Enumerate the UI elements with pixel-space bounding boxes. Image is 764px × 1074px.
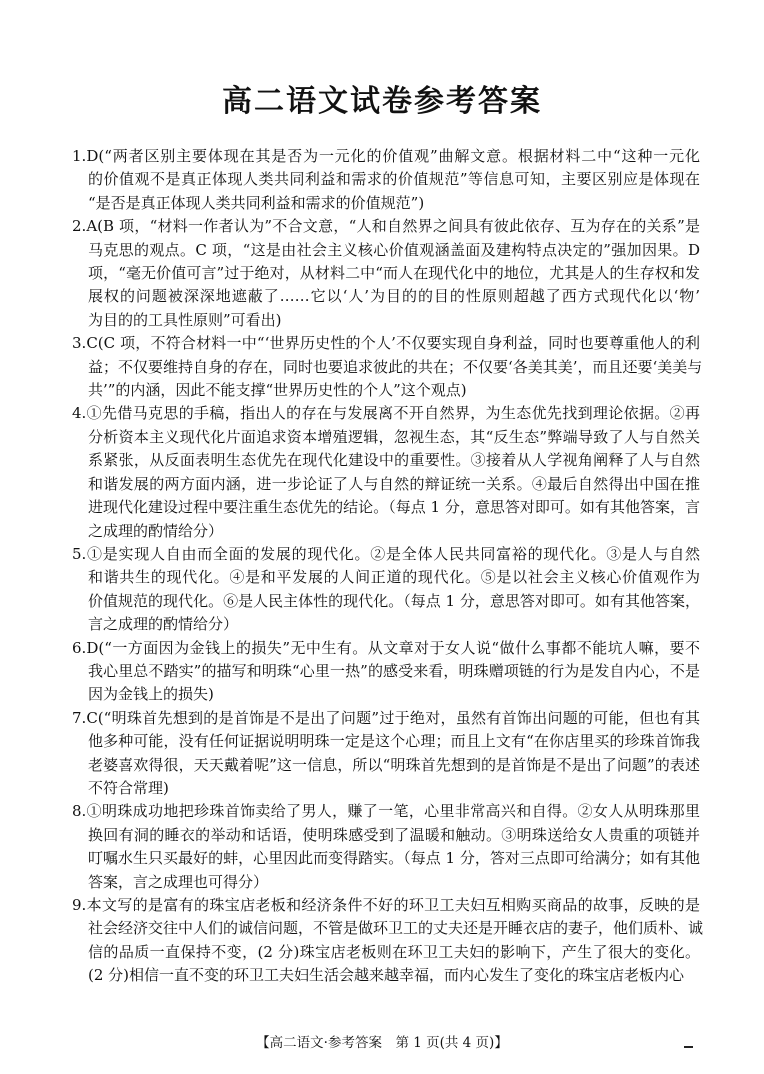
answer-text: 进现代化建设过程中要注重生态优先的结论。（每点 1 分，意思答对即可。如有其他答案，言 [88, 498, 700, 517]
answer-text: A(B 项，“材料一作者认为”不合文意，“人和自然界之间具有彼此依存、互为存在的关系”是 [86, 217, 700, 236]
answer-first-line [72, 707, 700, 730]
answer-line [72, 730, 700, 753]
answer-text: ①先借马克思的手稿，指出人的存在与发展离不开自然界，为生态优先找到理论依据。②再 [86, 404, 700, 423]
answer-line [72, 660, 700, 683]
answer-line [72, 192, 700, 215]
answer-text: 老婆喜欢得很，天天戴着呢”这一信息，所以“明珠首先想到的是首饰是不是出了问题”的表述 [88, 755, 700, 774]
answer-line [72, 847, 700, 870]
answer-text: 本文写的是富有的珠宝店老板和经济条件不好的环卫工夫妇互相购买商品的故事，反映的是 [86, 896, 700, 914]
answer-text: D(“一方面因为金钱上的损失”无中生有。从文章对于女人说“做什么事都不能坑人嘛，要不 [86, 638, 700, 657]
answer-text: 社会经济交往中人们的诚信问题，不管是做环卫工的丈夫还是开睡衣店的妻子，他们质朴、诚 [88, 919, 704, 938]
answer-line [72, 754, 700, 777]
answer-number: 6. [72, 638, 87, 657]
answer-line [72, 496, 700, 519]
answer-number: 9. [72, 896, 87, 914]
answer-item [72, 215, 700, 332]
page-title: 高二语文试卷参考答案 [222, 84, 542, 119]
answer-text: 益；不仅要维持自身的存在，同时也要追求彼此的共在；不仅要‘各美其美’，而且还要‘美美与 [88, 357, 703, 376]
answer-first-line [72, 800, 700, 823]
answer-line [72, 379, 700, 402]
answer-text: 项，“毫无价值可言”过于绝对，从材料二中“而人在现代化中的地位，尤其是人的生存权和发 [88, 264, 700, 283]
answer-line [72, 262, 700, 285]
answer-line [72, 917, 704, 940]
answer-text: 他多种可能，没有任何证据说明明珠一定是这个心理；而且上文有“在你店里买的珍珠首饰我 [88, 732, 700, 751]
answer-text: 为目的的工具性原则”可看出) [88, 310, 282, 329]
answer-item [72, 637, 700, 707]
answer-number: 5. [72, 544, 87, 563]
answer-text: 信的品质一直保持不变，(2 分)珠宝店老板则在环卫工夫妇的影响下，产生了很大的变化。 [88, 942, 700, 961]
answer-line [72, 964, 700, 987]
answer-text: ①明珠成功地把珍珠首饰卖给了男人，赚了一笔，心里非常高兴和自得。②女人从明珠那里 [86, 802, 700, 821]
answer-number: 1. [72, 147, 87, 165]
answer-text: 系紧张，从反面表明生态优先在现代化建设中的重要性。③接着从人学视角阐释了人与自然 [88, 451, 700, 470]
answer-list [72, 145, 704, 988]
answer-first-line [72, 332, 700, 355]
answer-first-line [72, 543, 700, 566]
answer-first-line [72, 215, 700, 238]
answer-item [72, 402, 700, 542]
answer-item [72, 800, 700, 894]
answer-first-line [72, 402, 700, 425]
answer-item [72, 707, 700, 801]
answer-number: 8. [72, 802, 87, 821]
page-footer: 【高二语文·参考答案 第 1 页(共 4 页)】 [256, 1035, 508, 1051]
answer-line [72, 777, 700, 800]
answer-line [72, 566, 700, 589]
answer-line [72, 590, 700, 613]
answer-text: “是否是真正体现人类共同利益和需求的价值规范”) [88, 193, 425, 212]
answer-line [72, 239, 700, 262]
answer-text: 共’”的内涵，因此不能支撑“世界历史性的个人”这个观点) [88, 381, 467, 400]
answer-line [72, 520, 700, 543]
answer-text: 言之成理的酌情给分） [88, 615, 239, 634]
answer-text: 不符合常理) [88, 778, 169, 797]
answer-item [72, 894, 704, 988]
answer-number: 7. [72, 708, 87, 727]
answer-text: 我心里总不踏实”的描写和明珠“心里一热”的感受来看，明珠赠项链的行为是发自内心，不是 [88, 661, 700, 680]
answer-text: D(“两者区别主要体现在其是否为一元化的价值观”曲解文意。根据材料二中“这种一元化 [86, 147, 700, 165]
answer-text: 马克思的观点。C 项，“这是由社会主义核心价值观涵盖面及建构特点决定的”强加因果。D [88, 240, 700, 259]
answer-text: C(“明珠首先想到的是首饰是不是出了问题”过于绝对，虽然有首饰出问题的可能，但也有其 [86, 708, 700, 727]
answer-text: 展权的问题被深深地遮蔽了……它以‘人’为目的的目的性原则超越了西方式现代化以‘物’ [88, 287, 700, 306]
answer-number: 4. [72, 404, 87, 423]
answer-line [72, 449, 700, 472]
answer-line [72, 285, 700, 308]
answer-line [72, 941, 700, 964]
answer-first-line [72, 637, 700, 660]
answer-text: 和谐共生的现代化。④是和平发展的人间正道的现代化。⑤是以社会主义核心价值观作为 [88, 568, 700, 587]
answer-line [72, 824, 700, 847]
answer-line [72, 356, 703, 379]
answer-line [72, 871, 700, 894]
answer-first-line [72, 894, 700, 917]
answer-line [72, 613, 700, 636]
answer-item [72, 145, 700, 215]
answer-first-line [72, 145, 700, 168]
answer-text: 价值规范的现代化。⑥是人民主体性的现代化。（每点 1 分，意思答对即可。如有其他答案， [88, 591, 700, 610]
answer-line [72, 168, 700, 191]
answer-text: 答案，言之成理也可得分） [88, 872, 269, 891]
answer-number: 2. [72, 217, 87, 236]
answer-text: 的价值观不是真正体现人类共同利益和需求的价值规范”等信息可知，主要区别应是体现在 [88, 170, 700, 189]
answer-text: 因为金钱上的损失) [88, 685, 214, 704]
answer-line [72, 309, 700, 332]
answer-text: 分析资本主义现代化片面追求资本增殖逻辑，忽视生态，其“反生态”弊端导致了人与自然关 [88, 427, 700, 446]
answer-text: ①是实现人自由而全面的发展的现代化。②是全体人民共同富裕的现代化。③是人与自然 [86, 544, 700, 563]
answer-text: 和谐发展的两方面内涵，进一步论证了人与自然的辩证统一关系。④最后自然得出中国在推 [88, 474, 700, 493]
answer-line [72, 683, 700, 706]
answer-text: 之成理的酌情给分） [88, 521, 224, 540]
answer-text: C(C 项，不符合材料一中“‘世界历史性的个人’不仅要实现自身利益，同时也要尊重他人的利 [86, 334, 700, 353]
answer-line [72, 473, 700, 496]
answer-line [72, 426, 700, 449]
answer-number: 3. [72, 334, 87, 353]
answer-item [72, 543, 700, 637]
answer-text: 换回有洞的睡衣的举动和话语，使明珠感受到了温暖和触动。③明珠送给女人贵重的项链并 [88, 825, 700, 844]
answer-item [72, 332, 703, 402]
answer-text: 叮嘱水生只买最好的蚌，心里因此而变得踏实。（每点 1 分，答对三点即可给满分；如有其他 [88, 849, 700, 868]
page-corner-mark [684, 1046, 693, 1048]
answer-text: (2 分)相信一直不变的环卫工夫妇生活会越来越幸福，而内心发生了变化的珠宝店老板内心 [88, 966, 685, 985]
